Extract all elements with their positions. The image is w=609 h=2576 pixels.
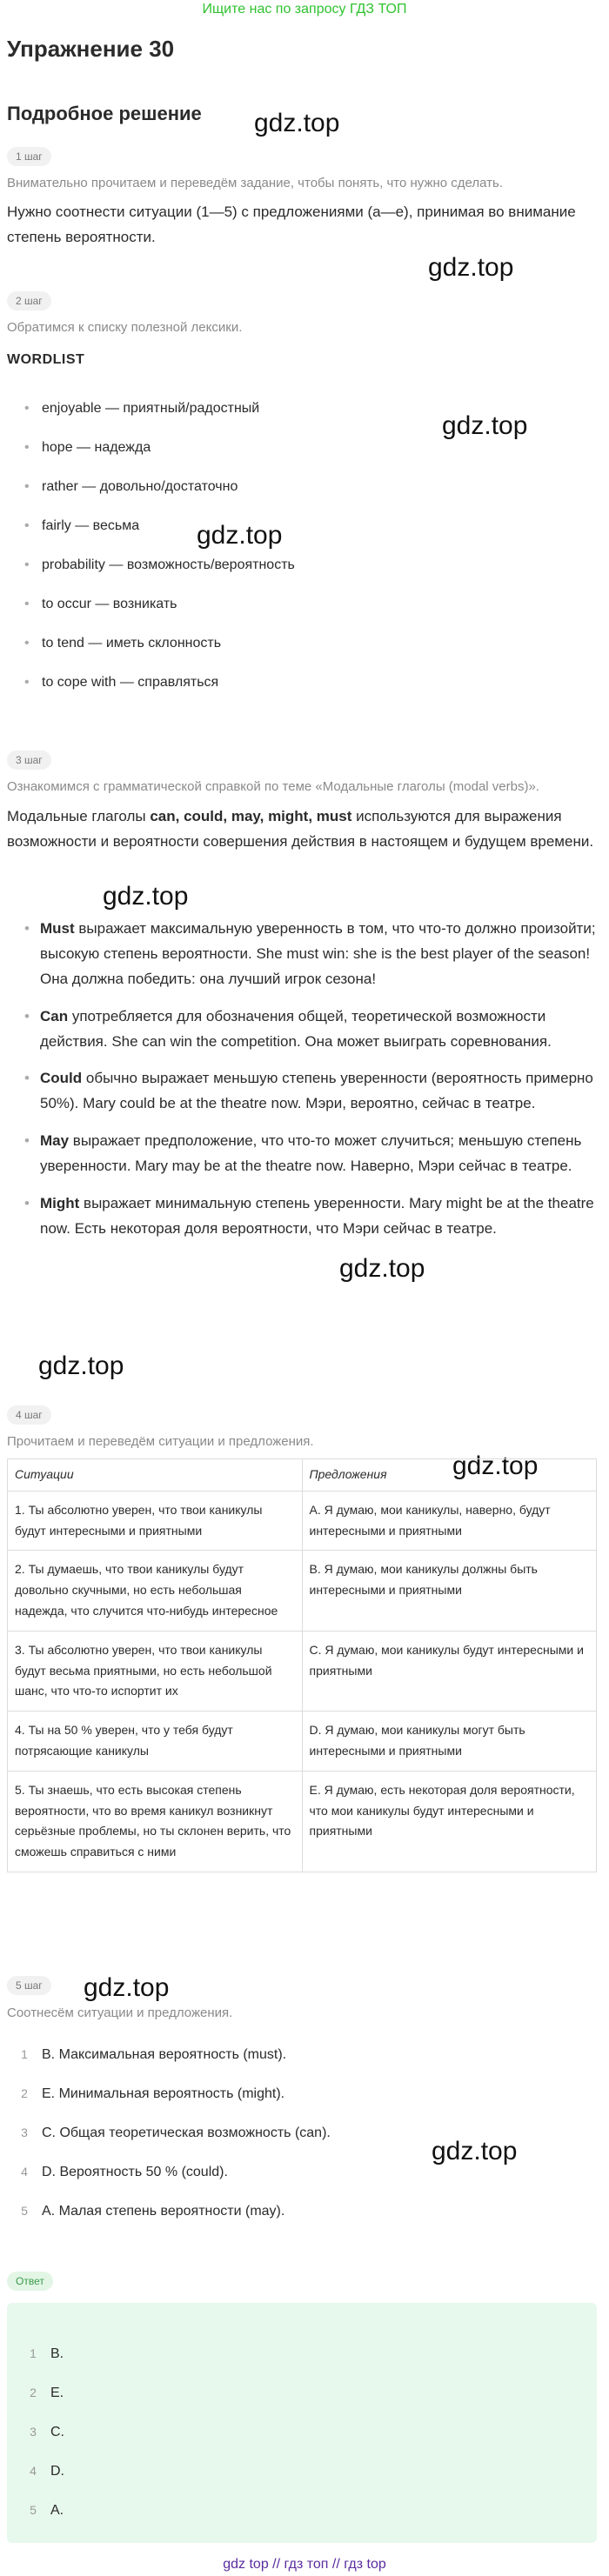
item-number: 3 [21,2126,28,2139]
task-description: Нужно соотнести ситуации (1—5) с предложениями (a—e), принимая во внимание степень вероятности. [7,204,576,245]
table-cell: E. Я думаю, есть некоторая доля вероятности, что мои каникулы будут интересными и приятными [302,1771,597,1872]
modals-intro [7,804,599,855]
item-number: 5 [30,2503,37,2517]
footer-links [0,2555,609,2574]
table-cell: C. Я думаю, мои каникулы будут интересными и приятными [302,1631,597,1711]
modal-verb: May [40,1132,70,1150]
list-item [7,1066,599,1117]
list-item [7,2074,331,2113]
table-cell: 1. Ты абсолютно уверен, что твои каникулы будут интересными и приятными [8,1491,303,1551]
step-badge: 4 шаг [7,1405,51,1425]
list-item: • hope — надежда [7,428,295,467]
watermark: gdz.top [84,1973,170,2002]
list-item: • to tend — иметь склонность [7,624,295,663]
list-item [7,2152,331,2192]
list-item [7,2192,331,2231]
watermark: gdz.top [38,1351,124,1380]
intro-text: используются для выражения возможности и вероятности совершения действия в настоящем и будущем времени. [7,808,594,850]
answer-badge: Ответ [7,2272,53,2291]
item-text: A. Малая степень вероятности (may). [42,2204,285,2219]
item-number: 1 [21,2047,28,2061]
item-number: 4 [21,2165,28,2179]
watermark: gdz.top [428,253,514,282]
table-cell: B. Я думаю, мои каникулы должны быть интересными и приятными [302,1551,597,1631]
list-item: • probability — возможность/вероятность [7,545,295,584]
modal-description: обычно выражает меньшую степень уверенности (вероятность примерно 50%). Mary could be at the theatre now. Мэри, вероятно, сейчас в театре. [40,1070,593,1112]
intro-text: Модальные глаголы [7,808,151,824]
top-banner[interactable]: Ищите нас по запросу ГДЗ ТОП [202,2,407,17]
modal-verb: Can [40,1007,69,1024]
table-cell: 3. Ты абсолютно уверен, что твои каникулы будут весьма приятными, но есть небольшой шанс, что что-то испортит их [8,1631,303,1711]
item-text: A. [50,2503,64,2518]
solution-subtitle: Подробное решение [7,103,202,124]
table-row [8,1551,597,1631]
footer-separator: // [331,2557,340,2572]
list-item [7,2113,331,2152]
table-row [8,1771,597,1872]
modal-description: употребляется для обозначения общей, теоретической возможности действия. She can win the competition. Она может выиграть соревнования. [40,1007,552,1050]
table-cell: 2. Ты думаешь, что твои каникулы будут довольно скучными, но есть небольшая надежда, что случится что-нибудь интересное [8,1551,303,1631]
modal-description: выражает минимальную степень уверенности. Mary might be at the theatre now. Есть некоторая доля вероятности, что Мэри сейчас в театре. [40,1195,594,1237]
item-text: B. Максимальная вероятность (must). [42,2047,287,2062]
watermark: gdz.top [442,411,528,440]
list-item: • fairly — весьма [7,506,295,545]
answer-box [7,2303,597,2543]
watermark: gdz.top [339,1254,425,1283]
item-number: 1 [30,2346,37,2360]
table-cell: 5. Ты знаешь, что есть высокая степень вероятности, что во время каникул возникнут серьёзные проблемы, но ты склонен верить, что сможешь справиться с ними [8,1771,303,1872]
modal-description: выражает максимальную уверенность в том, что что-то должно произойти; высокую степень вероятности. She must win: she is the best player of the season! Она должна победить: она лучший игрок сезона! [40,920,596,987]
modal-verbs-list: can, could, may, might, must [150,808,352,824]
step-note: Обратимся к списку полезной лексики. [7,320,243,335]
table-header-row [8,1459,597,1492]
footer-separator: // [272,2557,281,2572]
situations-table [7,1458,597,1872]
list-item: • enjoyable — приятный/радостный [7,389,295,428]
page-title: Упражнение 30 [7,36,175,62]
item-text: D. Вероятность 50 % (could). [42,2165,228,2179]
step-note: Внимательно прочитаем и переведём задание, чтобы понять, что нужно сделать. [7,176,503,190]
modal-verb: Could [40,1070,83,1087]
step-note: Соотнесём ситуации и предложения. [7,2005,233,2020]
item-number: 2 [30,2386,37,2399]
footer-link-gdz-top-mixed[interactable]: гдз top [344,2557,386,2572]
list-item [7,2452,597,2491]
item-text: E. Минимальная вероятность (might). [42,2086,285,2101]
watermark: gdz.top [254,109,340,137]
item-number: 5 [21,2204,28,2218]
step-note: Ознакомимся с грамматической справкой по теме «Модальные глаголы (modal verbs)». [7,779,539,794]
list-item [7,2035,331,2074]
column-header: Предложения [302,1459,597,1492]
table-row [8,1712,597,1772]
list-item: • to cope with — справляться [7,663,295,702]
list-item: • rather — довольно/достаточно [7,467,295,506]
watermark: gdz.top [103,882,189,911]
table-cell: 4. Ты на 50 % уверен, что у тебя будут потрясающие каникулы [8,1712,303,1772]
matches-list [7,2035,331,2231]
modals-list [7,917,599,1254]
item-number: 3 [30,2425,37,2439]
item-text: E. [50,2386,64,2400]
wordlist-heading: WORDLIST [7,352,85,367]
item-text: C. Общая теоретическая возможность (can). [42,2126,331,2140]
list-item [7,1004,599,1055]
list-item [7,2491,597,2530]
modal-verb: Might [40,1195,80,1212]
modal-description: выражает предположение, что что-то может случиться; меньшую степень уверенности. Mary may be at the theatre now. Наверно, Мэри сейчас в театре. [40,1132,582,1175]
column-header: Ситуации [8,1459,303,1492]
item-text: C. [50,2425,64,2439]
step-note: Прочитаем и переведём ситуации и предложения. [7,1434,314,1449]
table-row [8,1631,597,1711]
list-item [7,917,599,992]
list-item [7,1129,599,1179]
list-item [7,2334,597,2373]
list-item: • to occur — возникать [7,584,295,624]
item-text: B. [50,2346,64,2361]
footer-link-gdz-top-ru[interactable]: гдз топ [284,2557,329,2572]
item-number: 2 [21,2086,28,2100]
table-cell: D. Я думаю, мои каникулы могут быть интересными и приятными [302,1712,597,1772]
step-badge: 5 шаг [7,1976,51,1995]
footer-link-gdz-top[interactable]: gdz top [223,2557,269,2572]
item-text: D. [50,2464,64,2479]
watermark: gdz.top [452,1452,539,1480]
list-item [7,1191,599,1242]
table-row [8,1491,597,1551]
table-cell: A. Я думаю, мои каникулы, наверно, будут интересными и приятными [302,1491,597,1551]
list-item [7,2373,597,2412]
watermark: gdz.top [197,521,283,550]
step-badge: 2 шаг [7,291,51,310]
step-badge: 3 шаг [7,751,51,770]
modal-verb: Must [40,920,75,937]
step-badge: 1 шаг [7,147,51,166]
item-number: 4 [30,2464,37,2478]
wordlist [7,389,295,702]
list-item [7,2412,597,2452]
watermark: gdz.top [432,2137,518,2166]
answer-list [7,2303,597,2530]
